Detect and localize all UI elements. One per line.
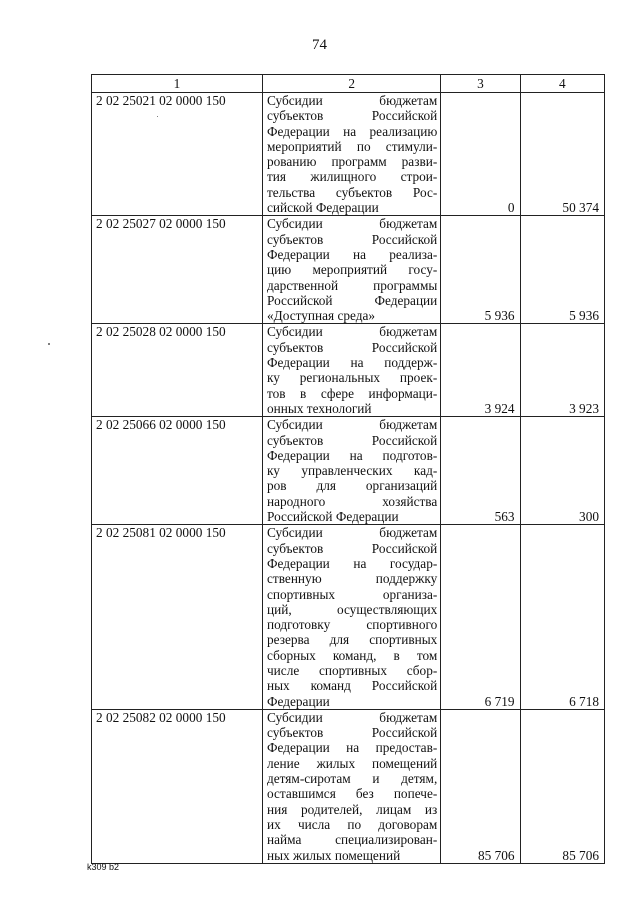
description-line: субъектов Российской bbox=[267, 339, 438, 355]
column-header-4: 4 bbox=[520, 75, 604, 93]
description-line: ку региональных проек- bbox=[267, 370, 438, 386]
amount-col4: 6 718 bbox=[520, 525, 604, 710]
column-header-1: 1 bbox=[92, 75, 263, 93]
description-line: ров для организаций bbox=[267, 478, 438, 494]
amount-col4: 5 936 bbox=[520, 216, 604, 324]
description bbox=[263, 93, 441, 216]
description-line: Федерации на поддерж- bbox=[267, 355, 438, 371]
description-line: Субсидии бюджетам bbox=[267, 216, 438, 232]
amount-col3: 6 719 bbox=[441, 525, 520, 710]
description-line: их числа по договорам bbox=[267, 816, 438, 832]
scan-speck bbox=[157, 116, 158, 117]
description-line: резерва для спортивных bbox=[267, 632, 438, 648]
amount-col4: 85 706 bbox=[520, 709, 604, 863]
description-line: Федерации на государ- bbox=[267, 555, 438, 571]
description-line: Субсидии бюджетам bbox=[267, 709, 438, 725]
description-line: Субсидии бюджетам bbox=[267, 324, 438, 340]
description-line: Федерации на реализа- bbox=[267, 246, 438, 262]
description-line: ку управленческих кад- bbox=[267, 463, 438, 479]
description-line: субъектов Российской bbox=[267, 540, 438, 556]
description-line: оставшимся без попече- bbox=[267, 786, 438, 802]
description bbox=[263, 525, 441, 710]
description-line: субъектов Российской bbox=[267, 432, 438, 448]
column-number-row bbox=[92, 75, 605, 93]
amount-col3: 5 936 bbox=[441, 216, 520, 324]
table-body bbox=[92, 93, 605, 864]
table-row bbox=[92, 93, 605, 216]
column-header-3: 3 bbox=[441, 75, 520, 93]
description bbox=[263, 709, 441, 863]
table-row bbox=[92, 525, 605, 710]
amount-col4: 3 923 bbox=[520, 324, 604, 417]
table-row bbox=[92, 709, 605, 863]
description-line: детям-сиротам и детям, bbox=[267, 771, 438, 787]
description-line: числе спортивных сбор- bbox=[267, 662, 438, 678]
description-line: ния родителей, лицам из bbox=[267, 801, 438, 817]
description-line: сийской Федерации bbox=[267, 200, 379, 216]
amount-col3: 85 706 bbox=[441, 709, 520, 863]
budget-code: 2 02 25028 02 0000 150 bbox=[92, 324, 263, 417]
budget-code: 2 02 25081 02 0000 150 bbox=[92, 525, 263, 710]
description-line: тия жилищного строи- bbox=[267, 169, 438, 185]
description bbox=[263, 417, 441, 525]
description-line: спортивных организа- bbox=[267, 586, 438, 602]
amount-col4: 300 bbox=[520, 417, 604, 525]
description-line: Субсидии бюджетам bbox=[267, 525, 438, 541]
description-line: ных жилых помещений bbox=[267, 847, 401, 863]
description-line: рованию программ разви- bbox=[267, 154, 438, 170]
description-line: Субсидии бюджетам bbox=[267, 417, 438, 433]
description bbox=[263, 216, 441, 324]
page-number: 74 bbox=[312, 37, 327, 53]
description-line: тов в сфере информаци- bbox=[267, 385, 438, 401]
table-row bbox=[92, 324, 605, 417]
description-line: ций, осуществляющих bbox=[267, 601, 438, 617]
description-line: ных команд Российской bbox=[267, 678, 438, 694]
description-line: цию мероприятий госу- bbox=[267, 262, 438, 278]
description-line: субъектов Российской bbox=[267, 108, 438, 124]
description-line: найма специализирован- bbox=[267, 832, 438, 848]
description-line: онных технологий bbox=[267, 400, 372, 416]
amount-col3: 3 924 bbox=[441, 324, 520, 417]
description-line: тельства субъектов Рос- bbox=[267, 184, 438, 200]
amount-col3: 563 bbox=[441, 417, 520, 525]
description-line: Федерации bbox=[267, 693, 330, 709]
budget-code: 2 02 25066 02 0000 150 bbox=[92, 417, 263, 525]
description-line: народного хозяйства bbox=[267, 493, 438, 509]
description-line: ственную поддержку bbox=[267, 571, 438, 587]
table-row bbox=[92, 417, 605, 525]
budget-code: 2 02 25082 02 0000 150 bbox=[92, 709, 263, 863]
description-line: Субсидии бюджетам bbox=[267, 93, 438, 108]
column-header-2: 2 bbox=[263, 75, 441, 93]
description bbox=[263, 324, 441, 417]
description-line: сборных команд, в том bbox=[267, 647, 438, 663]
amount-col4: 50 374 bbox=[520, 93, 604, 216]
description-line: Российской Федерации bbox=[267, 292, 438, 308]
budget-table bbox=[91, 74, 605, 864]
budget-code: 2 02 25027 02 0000 150 bbox=[92, 216, 263, 324]
description-line: субъектов Российской bbox=[267, 231, 438, 247]
description-line: мероприятий по стимули- bbox=[267, 138, 438, 154]
description-line: дарственной программы bbox=[267, 277, 438, 293]
description-line: подготовку спортивного bbox=[267, 617, 438, 633]
description-line: ление жилых помещений bbox=[267, 755, 438, 771]
document-code: k309 b2 bbox=[87, 862, 120, 872]
scan-speck bbox=[48, 343, 50, 345]
table-row bbox=[92, 216, 605, 324]
amount-col3: 0 bbox=[441, 93, 520, 216]
description-line: субъектов Российской bbox=[267, 725, 438, 741]
description-line: «Доступная среда» bbox=[267, 308, 376, 324]
description-line: Федерации на реализацию bbox=[267, 123, 438, 139]
description-line: Федерации на подготов- bbox=[267, 447, 438, 463]
description-line: Российской Федерации bbox=[267, 509, 399, 525]
description-line: Федерации на предостав- bbox=[267, 740, 438, 756]
budget-code: 2 02 25021 02 0000 150 bbox=[92, 93, 263, 216]
